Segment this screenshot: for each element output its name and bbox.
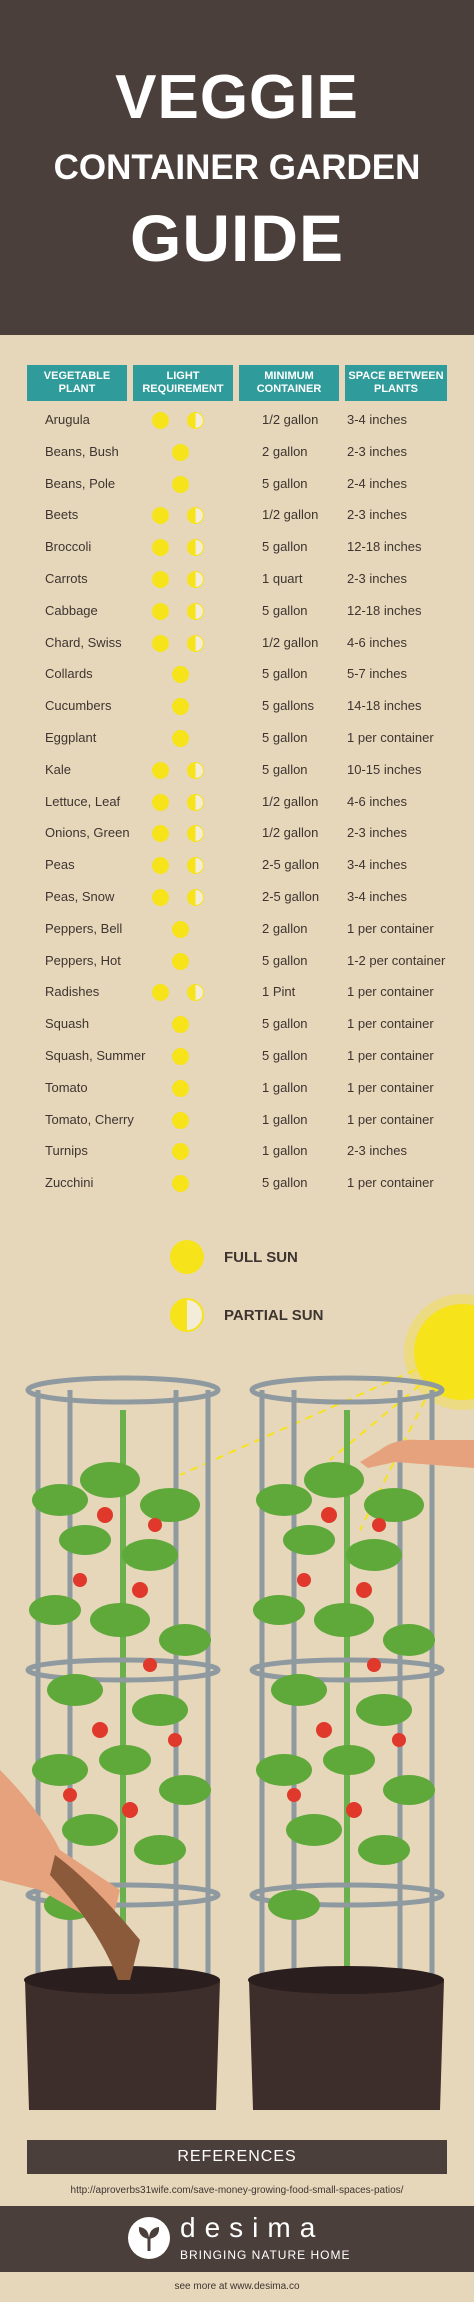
header-vegetable-plant: VEGETABLE PLANT	[27, 365, 127, 401]
full-sun-icon	[172, 953, 189, 970]
full-sun-icon	[152, 984, 169, 1001]
brand-name: desima	[180, 2212, 325, 2243]
minimum-container: 1/2 gallon	[262, 634, 319, 650]
full-sun-icon	[152, 889, 169, 906]
table-row	[0, 468, 474, 500]
table-row	[0, 499, 474, 531]
minimum-container: 5 gallon	[262, 666, 308, 682]
minimum-container: 2-5 gallon	[262, 888, 320, 904]
minimum-container: 5 gallons	[262, 698, 315, 714]
full-sun-icon	[172, 666, 189, 683]
minimum-container: 1/2 gallon	[262, 507, 319, 523]
full-sun-icon	[172, 1080, 189, 1097]
space-between-plants: 1 per container	[347, 1111, 434, 1127]
table-row	[0, 595, 474, 627]
vegetable-name: Collards	[45, 666, 93, 682]
vegetable-name: Arugula	[45, 412, 90, 427]
full-sun-icon	[152, 539, 169, 556]
tomato-planters-illustration	[0, 1290, 474, 2130]
full-sun-icon	[172, 444, 189, 461]
table-row	[0, 754, 474, 786]
full-sun-icon	[172, 1048, 189, 1065]
vegetable-name: Peppers, Bell	[45, 920, 123, 936]
full-sun-icon	[172, 730, 189, 747]
space-between-plants: 4-6 inches	[347, 634, 407, 650]
minimum-container: 1 Pint	[262, 984, 296, 1000]
full-sun-icon	[152, 857, 169, 874]
partial-sun-icon	[187, 571, 204, 588]
table-row	[0, 1104, 474, 1136]
table-row	[0, 690, 474, 722]
space-between-plants: 2-4 inches	[347, 475, 407, 491]
table-row	[0, 1135, 474, 1167]
vegetable-name: Onions, Green	[45, 825, 130, 841]
vegetable-name: Peas, Snow	[45, 888, 115, 904]
partial-sun-icon	[187, 857, 204, 874]
full-sun-icon	[152, 571, 169, 588]
vegetable-name: Peppers, Hot	[45, 952, 121, 968]
table-row	[0, 945, 474, 977]
vegetable-name: Beans, Bush	[45, 443, 119, 459]
full-sun-icon	[152, 412, 169, 429]
partial-sun-icon	[187, 507, 204, 524]
space-between-plants: 2-3 inches	[347, 507, 407, 523]
header-minimum-container: MINIMUM CONTAINER	[239, 365, 339, 401]
table-row	[0, 531, 474, 563]
table-header	[0, 365, 474, 403]
table-row	[0, 1072, 474, 1104]
title-line-2: CONTAINER GARDEN	[53, 148, 421, 187]
space-between-plants: 2-3 inches	[347, 1143, 407, 1159]
vegetable-name: Cabbage	[45, 602, 98, 618]
vegetable-name: Tomato, Cherry	[45, 1111, 134, 1127]
minimum-container: 5 gallon	[262, 1016, 308, 1032]
space-between-plants: 1-2 per container	[347, 952, 446, 968]
vegetable-name: Squash, Summer	[45, 1047, 146, 1063]
minimum-container: 1 gallon	[262, 1143, 308, 1159]
table-row	[0, 976, 474, 1008]
vegetable-name: Cucumbers	[45, 698, 112, 714]
minimum-container: 1 quart	[262, 570, 303, 586]
space-between-plants: 1 per container	[347, 1047, 434, 1063]
space-between-plants: 1 per container	[347, 984, 434, 1000]
minimum-container: 5 gallon	[262, 475, 308, 491]
full-sun-icon	[170, 1240, 204, 1274]
partial-sun-icon	[187, 794, 204, 811]
reference-link[interactable]: http://aproverbs31wife.com/save-money-growing-food-small-spaces-patios/	[70, 2185, 404, 2196]
space-between-plants: 3-4 inches	[347, 412, 407, 427]
space-between-plants: 2-3 inches	[347, 570, 407, 586]
partial-sun-icon	[187, 762, 204, 779]
partial-sun-icon	[187, 825, 204, 842]
vegetable-name: Beets	[45, 507, 79, 523]
table-row	[0, 1040, 474, 1072]
full-sun-icon	[172, 1112, 189, 1129]
space-between-plants: 1 per container	[347, 1079, 434, 1095]
vegetable-name: Kale	[45, 761, 72, 777]
vegetable-name: Tomato	[45, 1079, 88, 1095]
space-between-plants: 12-18 inches	[347, 602, 422, 618]
space-between-plants: 2-3 inches	[347, 825, 407, 841]
table-row	[0, 817, 474, 849]
vegetable-name: Lettuce, Leaf	[45, 793, 121, 809]
title-line-1: VEGGIE	[115, 63, 359, 132]
vegetable-name: Radishes	[45, 984, 100, 1000]
full-sun-icon	[172, 1016, 189, 1033]
minimum-container: 1/2 gallon	[262, 825, 319, 841]
minimum-container: 1/2 gallon	[262, 412, 319, 427]
table-row	[0, 627, 474, 659]
table-row	[0, 658, 474, 690]
space-between-plants: 3-4 inches	[347, 857, 407, 873]
vegetable-name: Broccoli	[45, 539, 92, 555]
title-line-3: GUIDE	[129, 201, 345, 275]
vegetable-name: Zucchini	[45, 1175, 94, 1191]
brand-bar	[0, 2206, 474, 2272]
header-space-between-plants: SPACE BETWEEN PLANTS	[345, 365, 447, 401]
partial-sun-icon	[187, 889, 204, 906]
full-sun-icon	[152, 635, 169, 652]
full-sun-icon	[172, 476, 189, 493]
minimum-container: 2 gallon	[262, 443, 308, 459]
legend-full-sun-label: FULL SUN	[224, 1249, 298, 1266]
partial-sun-icon	[187, 984, 204, 1001]
full-sun-icon	[152, 507, 169, 524]
full-sun-icon	[172, 1175, 189, 1192]
vegetable-name: Squash	[45, 1016, 90, 1032]
right-tomato-plant	[248, 1378, 444, 2110]
table-row	[0, 849, 474, 881]
minimum-container: 2 gallon	[262, 920, 308, 936]
minimum-container: 1 gallon	[262, 1111, 308, 1127]
table-row	[0, 786, 474, 818]
header-light-requirement: LIGHT REQUIREMENT	[133, 365, 233, 401]
references-bar: REFERENCES	[27, 2140, 447, 2174]
space-between-plants: 1 per container	[347, 729, 434, 745]
partial-sun-icon	[187, 635, 204, 652]
space-between-plants: 4-6 inches	[347, 793, 407, 809]
table-row	[0, 563, 474, 595]
minimum-container: 5 gallon	[262, 729, 308, 745]
full-sun-icon	[152, 603, 169, 620]
left-tomato-plant	[24, 1378, 220, 2110]
partial-sun-icon	[187, 603, 204, 620]
minimum-container: 5 gallon	[262, 539, 308, 555]
table-row	[0, 436, 474, 468]
vegetable-name: Eggplant	[45, 729, 97, 745]
space-between-plants: 1 per container	[347, 1016, 434, 1032]
space-between-plants: 1 per container	[347, 1175, 434, 1191]
partial-sun-icon	[187, 412, 204, 429]
vegetable-name: Beans, Pole	[45, 475, 116, 491]
full-sun-icon	[152, 762, 169, 779]
minimum-container: 5 gallon	[262, 952, 308, 968]
partial-sun-icon	[187, 539, 204, 556]
full-sun-icon	[172, 921, 189, 938]
vegetable-name: Peas	[45, 857, 75, 873]
minimum-container: 5 gallon	[262, 1175, 308, 1191]
right-hand-illustration	[360, 1440, 474, 1468]
minimum-container: 5 gallon	[262, 1047, 308, 1063]
full-sun-icon	[172, 698, 189, 715]
minimum-container: 1/2 gallon	[262, 793, 319, 809]
space-between-plants: 5-7 inches	[347, 666, 407, 682]
vegetable-name: Chard, Swiss	[45, 634, 122, 650]
space-between-plants: 1 per container	[347, 920, 434, 936]
minimum-container: 5 gallon	[262, 602, 308, 618]
vegetable-table	[0, 404, 474, 1199]
space-between-plants: 12-18 inches	[347, 539, 422, 555]
legend-partial-sun-label: PARTIAL SUN	[224, 1307, 324, 1324]
table-row	[0, 881, 474, 913]
vegetable-name: Carrots	[45, 570, 88, 586]
title-header	[0, 0, 474, 335]
table-row	[0, 404, 474, 436]
full-sun-icon	[172, 1143, 189, 1160]
vegetable-name: Turnips	[45, 1143, 88, 1159]
space-between-plants: 3-4 inches	[347, 888, 407, 904]
table-row	[0, 1008, 474, 1040]
minimum-container: 5 gallon	[262, 761, 308, 777]
brand-tagline: BRINGING NATURE HOME	[180, 2248, 351, 2262]
space-between-plants: 14-18 inches	[347, 698, 422, 714]
table-row	[0, 722, 474, 754]
see-more-link[interactable]: see more at www.desima.co	[174, 2281, 300, 2292]
full-sun-icon	[152, 825, 169, 842]
table-row	[0, 913, 474, 945]
full-sun-icon	[152, 794, 169, 811]
minimum-container: 2-5 gallon	[262, 857, 320, 873]
space-between-plants: 10-15 inches	[347, 761, 422, 777]
space-between-plants: 2-3 inches	[347, 443, 407, 459]
desima-logo-icon	[128, 2217, 170, 2259]
table-row	[0, 1167, 474, 1199]
minimum-container: 1 gallon	[262, 1079, 308, 1095]
